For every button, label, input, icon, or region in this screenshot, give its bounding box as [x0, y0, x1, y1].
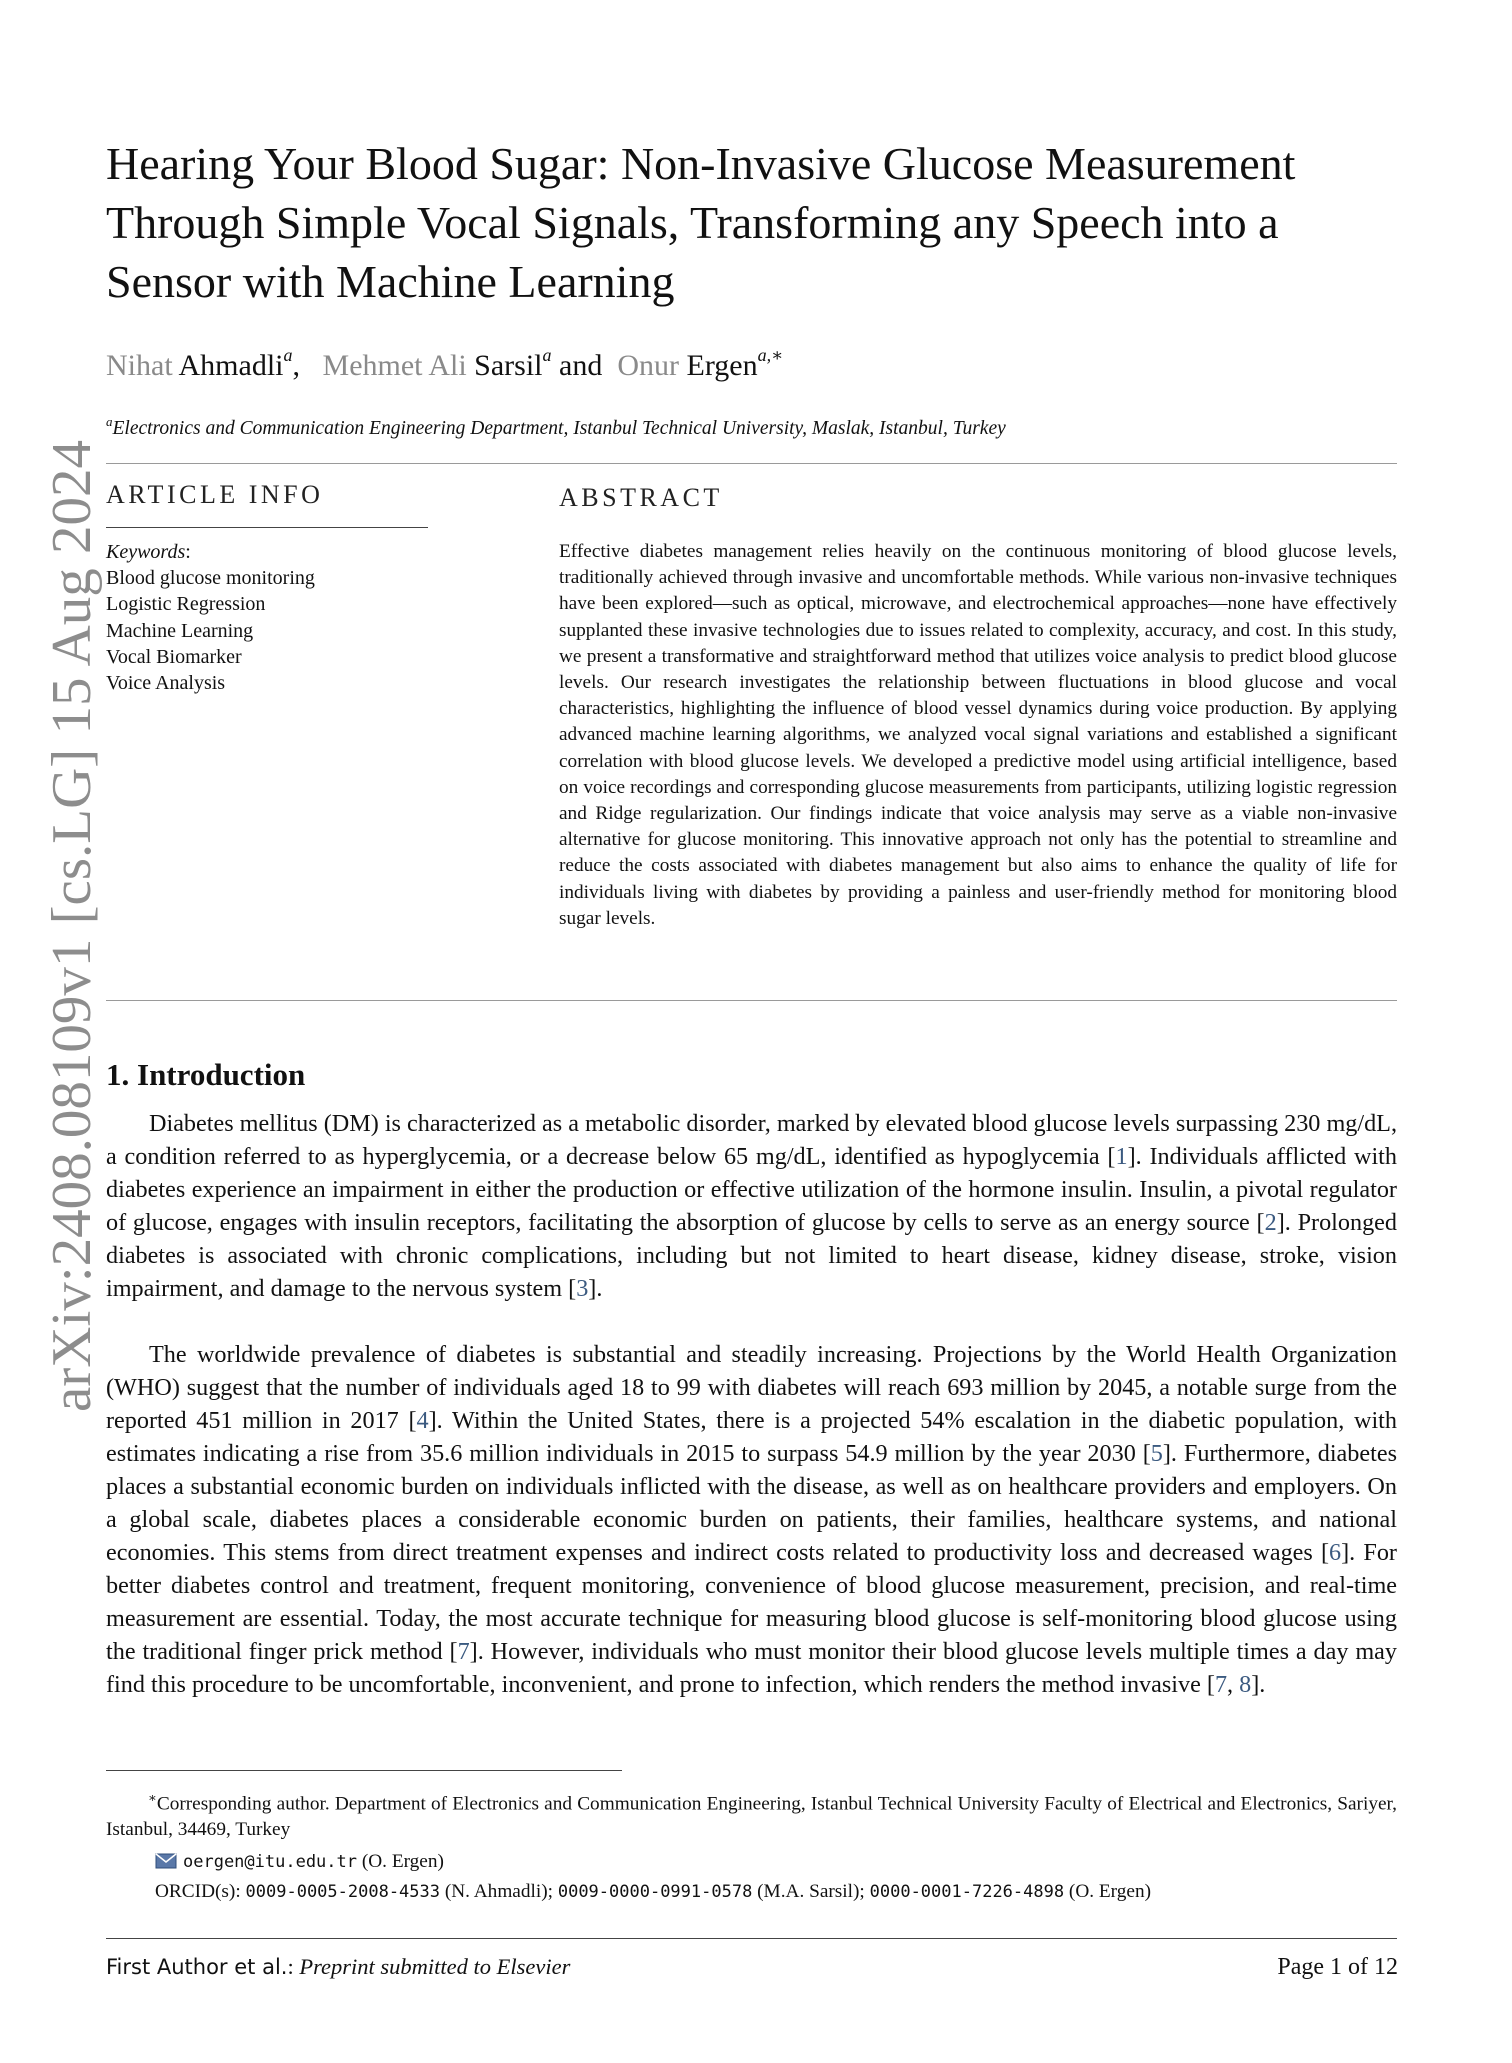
author-family-name: Ahmadli: [178, 349, 284, 382]
author-given-name: Nihat: [106, 349, 173, 382]
paragraph-text: The worldwide prevalence of diabetes is substantial and steadily increasing. Projections by the World Health Organization (WHO) suggest that the number of individuals aged 18 to 99 with diabetes will reach 693 million by 2045, a notable surge from the reported 451 million in 2017 [: [106, 1341, 1397, 1434]
paragraph-text: ]. Within the United States, there is a projected 54% escalation in the diabetic population, with estimates indicating a rise from 35.6 million individuals in 2015 to surpass 54.9 million by the year 2030 [: [106, 1407, 1397, 1467]
orcid-link[interactable]: 0009-0000-0991-0578: [557, 1882, 753, 1903]
footnote-rule: [106, 1770, 622, 1771]
footer-rule: [106, 1938, 1397, 1939]
paragraph-text: ]. However, individuals who must monitor their blood glucose levels multiple times a day may find this procedure to be uncomfortable, inconvenient, and prone to infection, which renders the method invasive [: [106, 1638, 1398, 1698]
divider-bottom: [106, 1000, 1397, 1001]
keyword-item: Logistic Regression: [106, 593, 266, 616]
author-given-name: Mehmet Ali: [322, 349, 467, 382]
email-owner: (O. Ergen): [361, 1851, 444, 1873]
footnote-corresponding: [106, 1785, 1397, 1843]
body-paragraph: [106, 1338, 1397, 1701]
footer-colon: :: [287, 1954, 294, 1979]
section-heading-introduction: 1. Introduction: [106, 1057, 306, 1092]
paragraph-text: ]. Individuals afflicted with diabetes experience an impairment in either the production or effective utilization of the hormone insulin. Insulin, a pivotal regulator of glucose, engages with insulin receptors, facilitating the absorption of glucose by cells to serve as an energy source [: [106, 1143, 1397, 1236]
keywords-colon: :: [185, 541, 191, 563]
orcid-link[interactable]: 0009-0005-2008-4533: [245, 1882, 440, 1903]
citation-link[interactable]: 7: [1214, 1671, 1228, 1698]
author-family-name: Ergen: [686, 349, 758, 382]
citation-link[interactable]: 6: [1329, 1539, 1342, 1566]
author-and: and: [559, 349, 603, 382]
citation-link[interactable]: 3: [576, 1275, 589, 1302]
running-footer: [106, 1954, 570, 1980]
affiliation-mark: a,∗: [757, 345, 784, 365]
abstract-heading: ABSTRACT: [559, 483, 723, 512]
envelope-icon: [155, 1852, 177, 1878]
paragraph-text: ,: [1227, 1671, 1240, 1698]
orcid-owner: (N. Ahmadli);: [444, 1881, 554, 1903]
footer-venue: Preprint submitted to Elsevier: [299, 1954, 571, 1979]
affiliation-mark: a: [542, 345, 552, 365]
author-family-name: Sarsil: [474, 349, 543, 382]
keywords-label: Keywords: [106, 541, 186, 563]
orcid-link[interactable]: 0000-0001-7226-4898: [869, 1882, 1065, 1903]
citation-link[interactable]: 5: [1150, 1440, 1163, 1467]
article-info-rule: [106, 527, 428, 528]
author-separator: ,: [292, 349, 301, 382]
citation-link[interactable]: 1: [1115, 1143, 1128, 1170]
footnote: [106, 1785, 1397, 1905]
orcid-label: ORCID: [155, 1881, 215, 1903]
footer-author: First Author et al.: [106, 1955, 288, 1979]
keyword-item: Blood glucose monitoring: [106, 567, 315, 590]
keywords-label-line: [106, 539, 315, 565]
citation-link[interactable]: 4: [416, 1407, 429, 1434]
email-link[interactable]: oergen@itu.edu.tr: [183, 1852, 357, 1873]
footnote-mark: ∗: [148, 1790, 157, 1805]
affiliation-mark: a: [283, 345, 293, 365]
arxiv-stamp-text: arXiv:2408.08109v1 [cs.LG] 15 Aug 2024: [41, 456, 103, 1412]
keywords-block: [106, 539, 315, 696]
paragraph-text: ]. Prolonged diabetes is associated with chronic complications, including but not limited to heart disease, kidney disease, stroke, vision impairment, and damage to the nervous system [: [106, 1209, 1397, 1302]
paper-title: Hearing Your Blood Sugar: Non-Invasive Glucose Measurement Through Simple Vocal Signals, Transforming any Speech into a Sensor with Machine Learning: [106, 138, 1296, 307]
body-paragraph: [106, 1107, 1397, 1305]
footnote-email-line: [106, 1849, 1397, 1878]
keyword-item: Vocal Biomarker: [106, 645, 242, 668]
author-2[interactable]: [322, 345, 552, 382]
article-info-heading: ARTICLE INFO: [106, 480, 324, 509]
paragraph-text: ]. Furthermore, diabetes places a substantial economic burden on individuals inflicted with the disease, as well as on healthcare providers and employers. On a global scale, diabetes places a considerable economic burden on patients, their families, healthcare systems, and national economies. This stems from direct treatment expenses and indirect costs related to productivity loss and decreased wages [: [106, 1440, 1397, 1566]
footnote-text: Corresponding author. Department of Electronics and Communication Engineering, Istanbul Technical University Faculty of Electrical and Electronics, Sariyer, Istanbul, 34469, Turkey: [106, 1793, 1397, 1841]
paragraph-text: ].: [588, 1275, 603, 1302]
citation-link[interactable]: 2: [1264, 1209, 1277, 1236]
paragraph-text: ]. For better diabetes control and treatment, frequent monitoring, convenience of blood glucose measurement, precision, and real-time measurement are essential. Today, the most accurate technique for measuring blood glucose is self-monitoring blood glucose using the traditional finger prick method [: [106, 1539, 1397, 1665]
affiliation: [106, 414, 1006, 440]
author-given-name: Onur: [617, 349, 679, 382]
orcid-owner: (O. Ergen): [1068, 1881, 1152, 1903]
abstract-text: Effective diabetes management relies heavily on the continuous monitoring of blood glucose levels, traditionally achieved through invasive and uncomfortable methods. While various non-invasive techniques have been explored—such as optical, microwave, and electrochemical approaches—none have effectively supplanted these invasive technologies due to issues related to complexity, accuracy, and cost. In this study, we present a transformative and straightforward method that utilizes voice analysis to predict blood glucose levels. Our research investigates the relationship between fluctuations in blood glucose and vocal characteristics, highlighting the influence of blood vessel dynamics during voice production. By applying advanced machine learning algorithms, we analyzed vocal signal variations and established a significant correlation with blood glucose levels. We developed a predictive model using artificial intelligence, based on voice recordings and corresponding glucose measurements from participants, utilizing logistic regression and Ridge regularization. Our findings indicate that voice analysis may serve as a viable non-invasive alternative for glucose monitoring. This innovative approach not only has the potential to streamline and reduce the costs associated with diabetes management but also aims to enhance the quality of life for individuals living with diabetes by providing a painless and user-friendly method for monitoring blood sugar levels.: [559, 541, 1397, 929]
author-list: [106, 345, 783, 383]
keyword-item: Voice Analysis: [106, 672, 226, 695]
paragraph-text: ].: [1251, 1671, 1266, 1698]
affiliation-text: Electronics and Communication Engineering Department, Istanbul Technical University, Maslak, Istanbul, Turkey: [112, 418, 1006, 439]
author-3[interactable]: [617, 345, 784, 382]
citation-link[interactable]: 8: [1239, 1671, 1252, 1698]
affiliation-mark: a: [106, 414, 113, 429]
page-number: Page 1 of 12: [1277, 1954, 1398, 1980]
paragraph-text: Diabetes mellitus (DM) is characterized as a metabolic disorder, marked by elevated blood glucose levels surpassing 230 mg/dL, a condition referred to as hyperglycemia, or a decrease below 65 mg/dL, identified as hypoglycemia [: [106, 1110, 1397, 1170]
orcid-owner: (M.A. Sarsil);: [757, 1881, 865, 1903]
author-1[interactable]: [106, 345, 293, 382]
citation-link[interactable]: 7: [457, 1638, 470, 1665]
keyword-item: Machine Learning: [106, 619, 254, 642]
footnote-orcid-line: [106, 1879, 1397, 1905]
orcid-suffix: (s):: [215, 1881, 241, 1903]
divider-top: [106, 463, 1397, 464]
